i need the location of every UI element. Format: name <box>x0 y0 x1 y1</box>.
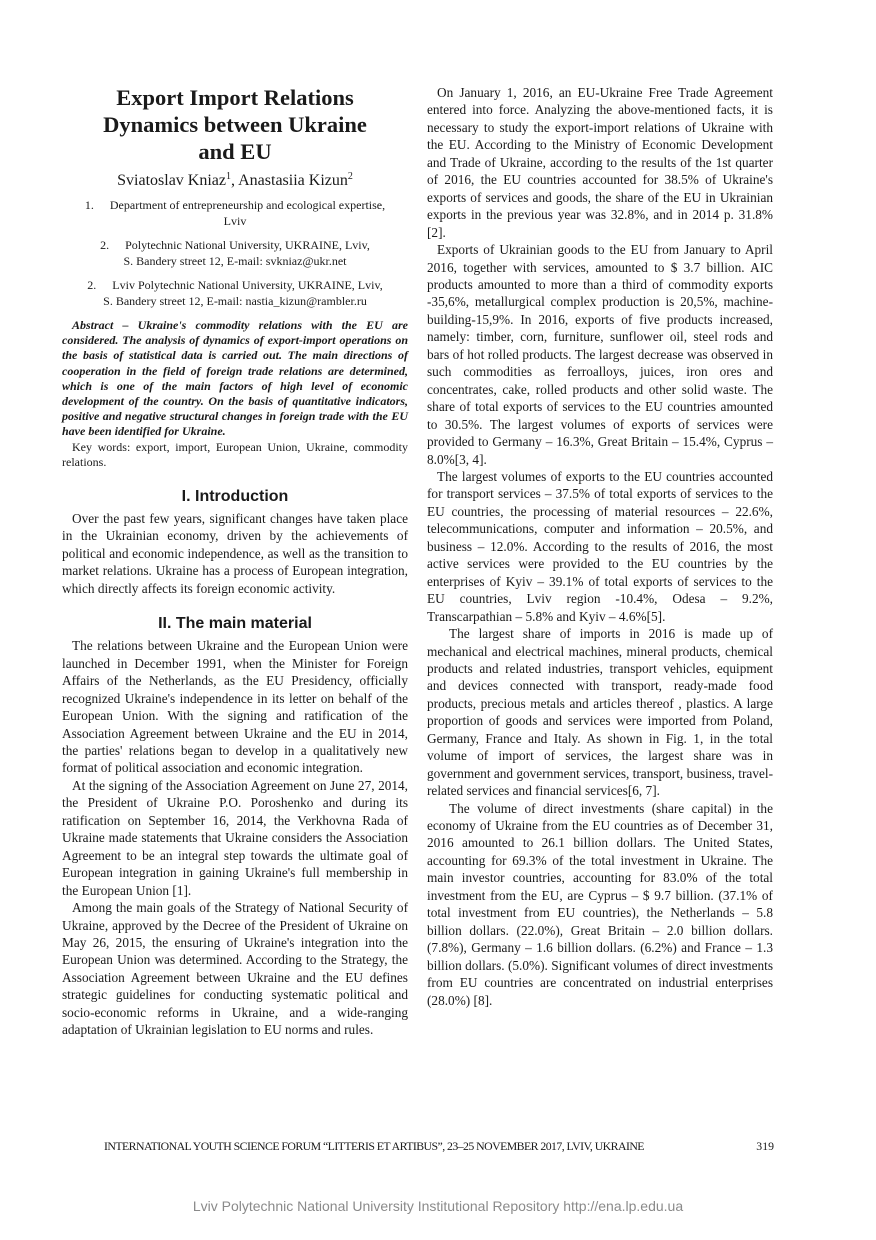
page-footer <box>104 1139 774 1154</box>
page-number: 319 <box>756 1139 774 1153</box>
title-line: and EU <box>198 139 272 164</box>
affiliation-number: 2. <box>87 278 97 292</box>
author-name: Sviatoslav Kniaz <box>117 172 226 189</box>
abstract: Abstract – Ukraine's commodity relations with the EU are considered. The analysis of dynamics of export-import operations on the basis of statistical data is carried out. The main directions of cooperation in the field of foreign trade relations are determined, which is one of the main factors of high level of economic development of the country. On the basis of quantitative indicators, positive and negative structural changes in foreign trade with the EU have been identified for Ukraine. <box>62 318 408 439</box>
repository-watermark: Lviv Polytechnic National University Institutional Repository http://ena.lp.edu.ua <box>192 1198 684 1214</box>
conference-name: INTERNATIONAL YOUTH SCIENCE FORUM “LITTERIS ET ARTIBUS”, 23–25 NOVEMBER 2017, LVIV, UKRAINE <box>104 1139 644 1153</box>
paragraph: The volume of direct investments (share capital) in the economy of Ukraine from the EU countries as of December 31, 2016 amounted to 26.1 billion dollars. The United States, accounting for 69.3% of the total investment in Ukraine. The main investor countries, accounting for 83.0% of the total investment from the EU, are Cyprus – $ 9.7 billion. (37.1% of total investment from EU countries), the Netherlands – 5.8 billion dollars. (22.0%), Great Britain – 2.0 billion dollars. (7.8%), Germany – 1.6 billion dollars. (6.2%) and France – 1.3 billion dollars. (5.0%). Significant volumes of direct investments from EU countries are concentrated on industrial enterprises (28.0%) [8]. <box>427 800 773 1008</box>
affiliation-line: Polytechnic National University, UKRAINE, Lviv, <box>125 238 370 252</box>
author-list <box>62 171 408 191</box>
paper-title <box>62 84 408 165</box>
affiliation-line: S. Bandery street 12, E-mail: svkniaz@ukr.net <box>123 253 347 268</box>
section-heading-main-material: II. The main material <box>158 615 312 633</box>
affiliation <box>62 278 408 309</box>
affiliation-line: Lviv Polytechnic National University, UKRAINE, Lviv, <box>112 278 383 292</box>
affiliation-number: 1. <box>84 198 94 212</box>
affiliation <box>62 198 408 229</box>
affiliation-line: Lviv <box>223 213 247 228</box>
paragraph: Exports of Ukrainian goods to the EU from January to April 2016, together with services, amounted to $ 3.7 billion. AIC products amounted to more than a third of commodity exports -35,6%, metallurgical complex production is 20,5%, machine-building-15,9%. In 2016, exports of five products increased, namely: timber, corn, furniture, sunflower oil, steel rods and bars of hot rolled products. The largest decrease was observed in such commodities as ferroalloys, juices, iron ores and concentrates, cake, rolled products and other solid waste. The share of total exports of services to the EU countries amounted to 30.5%. The largest volumes of exports of services were provided to Germany – 16.3%, Great Britain – 15.4%, Cyprus – 8.0%[3, 4]. <box>427 242 773 467</box>
affiliation <box>62 238 408 269</box>
paragraph: Over the past few years, significant changes have taken place in the Ukrainian economy, driven by the achievements of political and economic independence, as well as the transition to market relations. Ukraine has a process of European integration, which directly affects its foreign economic activity. <box>62 511 408 596</box>
title-line: Dynamics between Ukraine <box>103 112 367 137</box>
affiliation-line: Department of entrepreneurship and ecological expertise, <box>109 198 386 212</box>
affiliation-line: S. Bandery street 12, E-mail: nastia_kizun@rambler.ru <box>103 293 367 308</box>
affiliation-number: 2. <box>100 238 110 252</box>
keywords: Key words: export, import, European Union, Ukraine, commodity relations. <box>62 439 408 469</box>
paragraph: At the signing of the Association Agreement on June 27, 2014, the President of Ukraine P.O. Poroshenko and during its ratification on September 16, 2014, the Verkhovna Rada of Ukraine made statements that Ukraine considers the Association Agreement to be an integral step towards the ultimate goal of European integration in gaining Ukraine's full membership in the European Union [1]. <box>62 777 408 898</box>
paragraph: The largest volumes of exports to the EU countries accounted for transport services – 37.5% of total exports of services to the EU countries, the processing of material resources – 22.6%, telecommunications, computer and information – 20.5%, and business – 12.0%. According to the results of 2016, the most active services were provided to the EU countries by the enterprises of Kyiv – 39.1% of total exports of services to the EU countries, Lviv region -10.4%, Odesa – 9.2%, Transcarpathian – 5.8% and Kyiv – 4.6%[5]. <box>427 468 773 624</box>
author-separator: , <box>231 172 239 189</box>
author-affiliation-marker: 1 <box>226 171 231 182</box>
title-line: Export Import Relations <box>116 85 354 110</box>
paragraph: On January 1, 2016, an EU-Ukraine Free Trade Agreement entered into force. Analyzing the above-mentioned facts, it is necessary to study the export-import relations of Ukraine with the EU. According to the Ministry of Economic Development and Trade of Ukraine, according to the results of the 1st quarter of 2016, the EU countries accounted for 38.5% of Ukraine's exports of services and goods, the share of the EU in Ukrainian exports in the previous year was 32.8%, and in 2014 p. 31.8%[2]. <box>427 85 773 240</box>
section-heading-introduction: I. Introduction <box>181 488 289 506</box>
right-column <box>427 84 773 1009</box>
paragraph: The largest share of imports in 2016 is made up of mechanical and electrical machines, mineral products, chemical products and related industries, transport vehicles, equipment and devices connected with transport, ready-made food products, precious metals and articles thereof , plastics. A large proportion of goods and services were imported from Poland, Germany, France and Italy. As shown in Fig. 1, in the total volume of import of services, the largest share was in government and government services, transport, business, travel-related services and financial services[6, 7]. <box>427 626 773 799</box>
author-affiliation-marker: 2 <box>347 171 353 182</box>
paragraph: Among the main goals of the Strategy of National Security of Ukraine, approved by the Decree of the President of Ukraine on May 26, 2015, the ensuring of Ukraine's integration into the European Union was determined. According to the Strategy, the Association Agreement between Ukraine and the EU defines strategic guidelines for conducting systematic political and socio-economic reforms in Ukraine, and a wide-ranging adaptation of Ukrainian legislation to EU norms and rules. <box>62 900 408 1038</box>
left-column <box>62 84 408 1039</box>
author-name: Anastasiia Kizun <box>238 172 348 189</box>
paragraph: The relations between Ukraine and the European Union were launched in December 1991, when the Minister for Foreign Affairs of the Netherlands, as the EU Presidency, officially recognized Ukraine's independence in its letter on behalf of the European Union. With the signing and ratification of the Association Agreement between Ukraine and the EU in 2014, the parties' relations began to develop in a qualitatively new format of political association and economic integration. <box>62 638 408 776</box>
